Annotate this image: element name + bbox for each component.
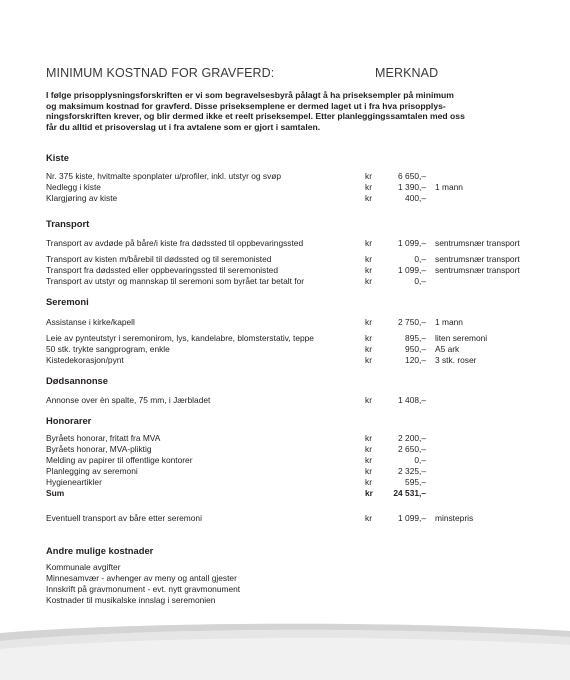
price-row — [46, 265, 546, 275]
section-title-dodsannonse: Dødsannonse — [46, 375, 108, 386]
row-description: 50 stk. trykte sangprogram, enkle — [46, 344, 170, 354]
price-row — [46, 395, 546, 405]
other-cost-item: Kommunale avgifter — [46, 562, 121, 572]
intro-line: I følge prisopplysningsforskriften er vi som begravelsesbyrå pålagt å ha priseksempler på minimum — [46, 90, 454, 100]
row-note: 1 mann — [435, 317, 463, 327]
row-currency: kr — [365, 276, 372, 286]
row-currency: kr — [365, 238, 372, 248]
row-currency: kr — [365, 171, 372, 181]
row-description: Kistedekorasjon/pynt — [46, 355, 124, 365]
row-amount: 0,– — [414, 254, 426, 264]
row-note: sentrumsnær transport — [435, 265, 520, 275]
row-note: 3 stk. roser — [435, 355, 477, 365]
intro-line: får du alltid et prisoverslag ut i fra avtalene som er gjort i samtalen. — [46, 121, 321, 132]
row-description: Transport av utstyr og mannskap til seremoni som byrået tar betalt for — [46, 276, 305, 286]
row-amount: 120,– — [405, 355, 426, 365]
row-currency: kr — [365, 455, 372, 465]
sum-label: Sum — [46, 488, 65, 498]
row-description: Transport av kisten m/bårebil til dødssted og til seremonisted — [46, 254, 272, 264]
price-row — [46, 433, 546, 443]
row-currency: kr — [365, 466, 372, 476]
row-currency: kr — [365, 344, 372, 354]
other-cost-item: Minnesamvær - avhenger av meny og antall gjester — [46, 573, 237, 583]
price-row — [46, 344, 546, 354]
row-description: Byråets honorar, fritatt fra MVA — [46, 433, 161, 443]
row-note: liten seremoni — [435, 333, 488, 343]
row-amount: 1 099,– — [398, 238, 426, 248]
price-row — [46, 455, 546, 465]
row-note: sentrumsnær transport — [435, 254, 520, 264]
price-row — [46, 333, 546, 343]
row-amount: 0,– — [414, 455, 426, 465]
row-amount: 2 650,– — [398, 444, 426, 454]
row-description: Leie av pynteutstyr i seremonirom, lys, kandelabre, blomsterstativ, teppe — [46, 333, 314, 343]
price-row — [46, 254, 546, 264]
section-title-kiste: Kiste — [46, 152, 69, 163]
row-amount: 950,– — [405, 344, 426, 354]
price-row — [46, 466, 546, 476]
row-currency: kr — [365, 433, 372, 443]
other-cost-item: Kostnader til musikalske innslag i seremonien — [46, 595, 216, 605]
other-cost-item: Innskrift på gravmonument - evt. nytt gravmonument — [46, 584, 241, 594]
row-description: Hygieneartikler — [46, 477, 102, 487]
row-currency: kr — [365, 333, 372, 343]
row-description: Eventuell transport av båre etter seremoni — [46, 513, 202, 523]
section-title-andre: Andre mulige kostnader — [46, 545, 154, 556]
decorative-swoosh — [0, 615, 570, 680]
row-currency: kr — [365, 355, 372, 365]
sum-currency: kr — [365, 488, 373, 498]
price-row — [46, 317, 546, 327]
row-note: minstepris — [435, 513, 474, 523]
price-row — [46, 477, 546, 487]
price-row — [46, 171, 546, 181]
row-amount: 1 390,– — [398, 182, 426, 192]
optional-transport-row — [46, 513, 546, 523]
row-note: 1 mann — [435, 182, 463, 192]
row-amount: 2 325,– — [398, 466, 426, 476]
row-amount: 6 650,– — [398, 171, 426, 181]
row-description: Assistanse i kirke/kapell — [46, 317, 135, 327]
row-description: Nr. 375 kiste, hvitmalte sponplater u/profiler, inkl. utstyr og svøp — [46, 171, 282, 181]
sum-amount: 24 531,– — [393, 488, 426, 498]
page-title: MINIMUM KOSTNAD FOR GRAVFERD: — [46, 66, 275, 80]
section-title-transport: Transport — [46, 218, 90, 229]
row-amount: 1 099,– — [398, 513, 426, 523]
row-currency: kr — [365, 193, 372, 203]
row-description: Transport av avdøde på båre/i kiste fra dødssted til oppbevaringssted — [46, 238, 304, 248]
price-row — [46, 444, 546, 454]
section-title-honorarer: Honorarer — [46, 415, 92, 426]
note-column-title: MERKNAD — [375, 66, 439, 80]
row-description: Klargjøring av kiste — [46, 193, 118, 203]
intro-line: og maksimum kostnad for gravferd. Disse priseksemplene er dermed laget ut i fra hva prisopplys- — [46, 100, 446, 111]
row-description: Melding av papirer til offentlige kontorer — [46, 455, 193, 465]
row-description: Transport fra dødssted eller oppbevaringssted til seremonisted — [46, 265, 278, 275]
row-amount: 2 750,– — [398, 317, 426, 327]
price-row — [46, 355, 546, 365]
price-row — [46, 238, 546, 248]
price-row — [46, 276, 546, 286]
row-description: Nedlegg i kiste — [46, 182, 101, 192]
row-currency: kr — [365, 254, 372, 264]
sum-row — [46, 488, 546, 498]
row-amount: 2 200,– — [398, 433, 426, 443]
row-amount: 1 099,– — [398, 265, 426, 275]
row-note: A5 ark — [435, 344, 460, 354]
intro-line: ningsforskriften krever, og blir dermed ikke et reelt priseksempel. Etter planleggingssamtalen med oss — [46, 111, 465, 122]
row-description: Byråets honorar, MVA-pliktig — [46, 444, 152, 454]
row-amount: 1 408,– — [398, 395, 426, 405]
row-amount: 400,– — [405, 193, 426, 203]
row-description: Annonse over èn spalte, 75 mm, i Jærbladet — [46, 395, 211, 405]
price-row — [46, 182, 546, 192]
price-row — [46, 193, 546, 203]
row-description: Planlegging av seremoni — [46, 466, 138, 476]
row-currency: kr — [365, 477, 372, 487]
row-note: sentrumsnær transport — [435, 238, 520, 248]
row-currency: kr — [365, 444, 372, 454]
row-amount: 0,– — [414, 276, 426, 286]
row-currency: kr — [365, 513, 372, 523]
row-currency: kr — [365, 182, 372, 192]
row-currency: kr — [365, 395, 372, 405]
row-currency: kr — [365, 265, 372, 275]
section-title-seremoni: Seremoni — [46, 296, 89, 307]
row-amount: 895,– — [405, 333, 426, 343]
row-amount: 595,– — [405, 477, 426, 487]
row-currency: kr — [365, 317, 372, 327]
